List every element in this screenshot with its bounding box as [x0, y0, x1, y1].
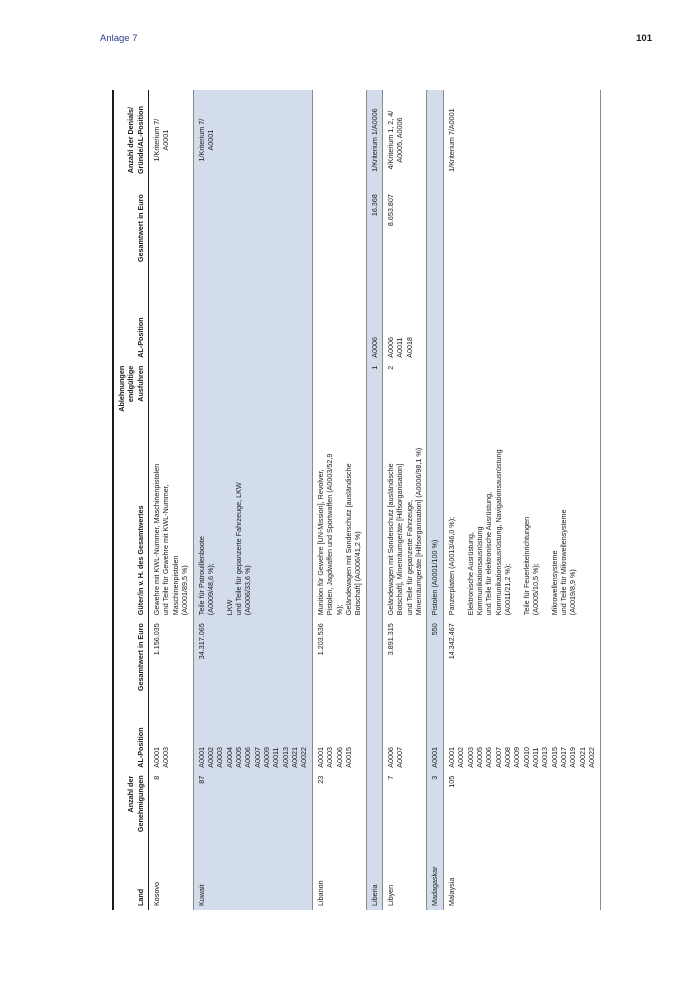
cell-ablehnungen: 2 [382, 362, 426, 441]
cell-gesamtwert: 14.342.467 [443, 619, 600, 705]
cell-gueter: Geländewagen mit Sonderschutz [ausländische Botschaft], Minenräumgeräte [Hilfsorganisation] und Teile für gepanzerte Fahrzeuge, Minenräumgeräte [Hilfsorganisation] (A0006/98,1 %) [382, 440, 426, 619]
cell-al-positionen: A0001 A0002 A0003 A0004 A0005 A0006 A0007 A0009 A0011 A0013 A0021 A0022 [193, 705, 312, 772]
cell-abl-gesamtwert [312, 190, 366, 281]
cell-land: Libanon [312, 836, 366, 910]
col-header-gesamtwert: Gesamtwert in Euro [113, 619, 149, 705]
cell-gueter: Panzerplatten (A0013/46,0 %); Elektronische Ausrüstung, Kommunikationsausrüstung und Teile für elektronische Ausrüstung, Kommunikationsausrüstung, Navigationsausrüstung (A0011/21,2 %); Teile für Feuerleiteinrichtungen (A0005/10,5 %); Mikrowellensysteme und Teile für Mikrowellensysteme (A0019/8,9 %) [443, 440, 600, 619]
col-header-al-position: AL-Position [113, 705, 149, 772]
page-number: 101 [636, 33, 652, 44]
rotated-table-container [112, 90, 652, 910]
cell-land: Kuwait [193, 836, 312, 910]
cell-gesamtwert [366, 619, 382, 705]
table-row [149, 90, 193, 910]
cell-al-positionen: A0001 [427, 705, 443, 772]
cell-ablehnungen [443, 362, 600, 441]
cell-ablehnungen [149, 362, 193, 441]
cell-gueter [366, 440, 382, 619]
cell-land: Libyen [382, 836, 426, 910]
table-row [312, 90, 366, 910]
cell-al-positionen [366, 705, 382, 772]
cell-denials: 1/Kriterium 7/ A0001 [193, 90, 312, 190]
cell-abl-gesamtwert: 8.653.807 [382, 190, 426, 281]
cell-al-positionen: A0006 A0007 [382, 705, 426, 772]
cell-anzahl: 105 [443, 772, 600, 836]
col-header-ablehnungen: Ablehnungen endgültige Ausfuhren [113, 362, 149, 441]
cell-abl-al-position [427, 281, 443, 362]
cell-anzahl: 87 [193, 772, 312, 836]
col-header-denials: Anzahl der Denials/ Gründe/AL-Position [113, 90, 149, 190]
cell-abl-al-position [149, 281, 193, 362]
cell-abl-gesamtwert [149, 190, 193, 281]
cell-ablehnungen [427, 362, 443, 441]
cell-abl-al-position: A0006 [366, 281, 382, 362]
cell-anzahl: 8 [149, 772, 193, 836]
cell-abl-gesamtwert [193, 190, 312, 281]
table-row [382, 90, 426, 910]
cell-gueter: Gewehre mit KWL-Nummer, Maschinenpistolen und Teile für Gewehre mit KWL-Nummer, Maschinenpistolen (A0001/89,5 %) [149, 440, 193, 619]
cell-gueter: Munition für Gewehre [UN-Mission], Revolver, Pistolen, Jagdwaffen und Sportwaffen (A0003/52,9 %); Geländewagen mit Sonderschutz [ausländische Botschaft] (A0006/41,2 %) [312, 440, 366, 619]
cell-abl-gesamtwert [443, 190, 600, 281]
cell-land: Liberia [366, 836, 382, 910]
table-row [366, 90, 382, 910]
cell-land: Kosovo [149, 836, 193, 910]
cell-land: Malaysia [443, 836, 600, 910]
cell-abl-gesamtwert [427, 190, 443, 281]
cell-anzahl: 7 [382, 772, 426, 836]
table-row [427, 90, 443, 910]
page-header [100, 33, 652, 49]
cell-abl-al-position [193, 281, 312, 362]
cell-al-positionen: A0001 A0002 A0003 A0005 A0006 A0007 A0008 A0009 A0010 A0011 A0013 A0015 A0017 A0019 A0021 A0022 [443, 705, 600, 772]
col-header-land: Land [113, 836, 149, 910]
col-header-anzahl: Anzahl der Genehmigungen [113, 772, 149, 836]
cell-gueter: Pistolen (A0001/100 %) [427, 440, 443, 619]
cell-ablehnungen: 1 [366, 362, 382, 441]
cell-abl-gesamtwert: 16.368 [366, 190, 382, 281]
cell-gesamtwert: 550 [427, 619, 443, 705]
cell-anzahl [366, 772, 382, 836]
cell-gesamtwert: 3.891.315 [382, 619, 426, 705]
cell-anzahl: 3 [427, 772, 443, 836]
cell-denials: 1/Kriterium 7/ A0001 [149, 90, 193, 190]
cell-abl-al-position [443, 281, 600, 362]
col-header-abl-al-position: AL-Position [113, 281, 149, 362]
cell-denials: 1/Kriterium 1/A0006 [366, 90, 382, 190]
cell-anzahl: 23 [312, 772, 366, 836]
cell-abl-al-position [312, 281, 366, 362]
cell-al-positionen: A0001 A0003 [149, 705, 193, 772]
cell-abl-al-position: A0006 A0011 A0018 [382, 281, 426, 362]
cell-al-positionen: A0001 A0003 A0006 A0015 [312, 705, 366, 772]
section-label: Anlage 7 [100, 33, 138, 44]
table-row [193, 90, 312, 910]
cell-denials: 1/Kriterium 7/A0001 [443, 90, 600, 190]
cell-gesamtwert: 1.156.035 [149, 619, 193, 705]
cell-denials [427, 90, 443, 190]
col-header-abl-gesamtwert: Gesamtwert in Euro [113, 190, 149, 281]
table-header-row [113, 90, 149, 910]
cell-ablehnungen [312, 362, 366, 441]
cell-denials: 4/Kriterium 1, 2, 4/ A0005, A0006 [382, 90, 426, 190]
cell-denials [312, 90, 366, 190]
cell-land: Madagaskar [427, 836, 443, 910]
table-row [443, 90, 600, 910]
cell-gesamtwert: 34.317.065 [193, 619, 312, 705]
cell-gueter: Teile für Patrouillenboote (A0009/48,6 %); LKW und Teile für gepanzerte Fahrzeuge, LKW (A0006/33,6 %) [193, 440, 312, 619]
col-header-gueter: Güter/in v. H. des Gesamtwertes [113, 440, 149, 619]
cell-ablehnungen [193, 362, 312, 441]
cell-gesamtwert: 1.203.536 [312, 619, 366, 705]
export-license-table [112, 90, 601, 910]
